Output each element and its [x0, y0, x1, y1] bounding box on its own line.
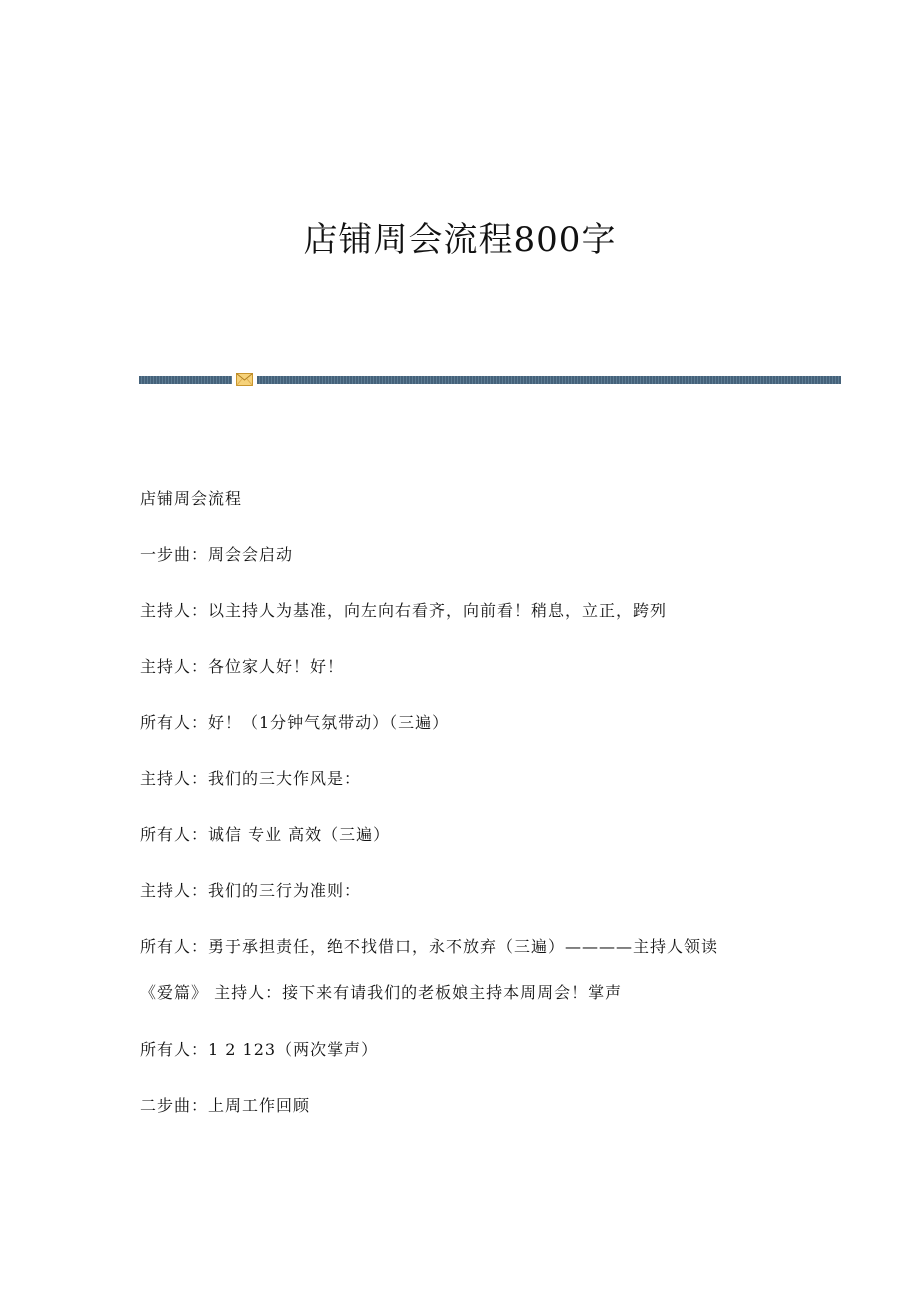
- envelope-icon: [236, 373, 253, 386]
- body-line: 《爱篇》 主持人：接下来有请我们的老板娘主持本周周会！掌声: [140, 983, 623, 1002]
- body-line: 店铺周会流程: [140, 489, 243, 508]
- body-line: 所有人：1 2 123（两次掌声）: [140, 1040, 379, 1059]
- document-title: 店铺周会流程800字: [303, 220, 617, 260]
- body-line: 所有人：勇于承担责任，绝不找借口，永不放弃（三遍）————主持人领读: [140, 937, 719, 956]
- divider-bar-right: [257, 376, 841, 384]
- body-line: 主持人：各位家人好！好！: [140, 657, 345, 676]
- body-line: 一步曲：周会会启动: [140, 545, 294, 564]
- divider-bar-left: [139, 376, 232, 384]
- title-divider: [139, 376, 841, 384]
- body-line: 主持人：以主持人为基准，向左向右看齐，向前看！稍息，立正，跨列: [140, 601, 668, 620]
- body-line: 所有人：好！（1分钟气氛带动）（三遍）: [140, 713, 450, 732]
- body-line: 二步曲：上周工作回顾: [140, 1096, 311, 1115]
- body-line: 主持人：我们的三行为准则：: [140, 881, 362, 900]
- body-line: 主持人：我们的三大作风是：: [140, 769, 362, 788]
- body-line: 所有人：诚信 专业 高效（三遍）: [140, 825, 391, 844]
